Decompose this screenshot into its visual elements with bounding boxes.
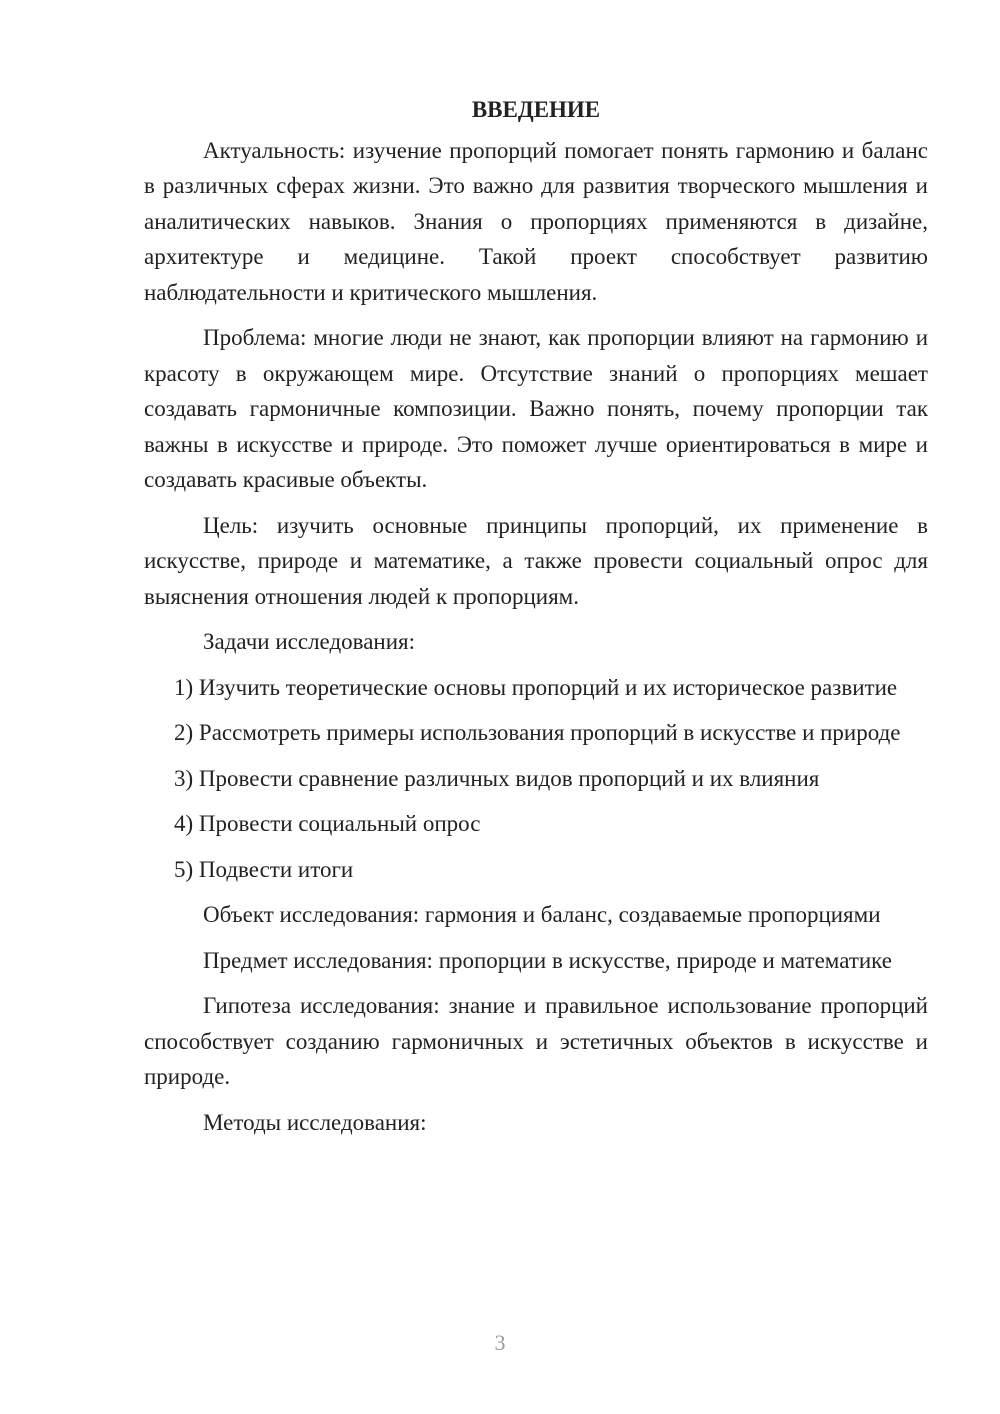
document-page <box>144 92 928 1150</box>
list-item-task-5: 5) Подвести итоги <box>174 856 354 882</box>
list-item-task-4: 4) Провести социальный опрос <box>174 811 481 836</box>
paragraph-object: Объект исследования: гармония и баланс, создаваемые пропорциями <box>203 902 881 927</box>
list-item-task-2: 2) Рассмотреть примеры использования пропорций в искусстве и природе <box>174 720 901 745</box>
tasks-heading: Задачи исследования: <box>203 629 416 654</box>
page-number: 3 <box>494 1330 506 1355</box>
paragraph-relevance: Актуальность: изучение пропорций помогает понять гармонию и баланс в различных сферах жизни. Это важно для развития творческого мышления и аналитических навыков. Знания о пропорциях применяются в дизайне, архитектуре и медицине. Такой проект способствует развитию наблюдательности и критического мышления. <box>144 137 928 305</box>
paragraph-problem: Проблема: многие люди не знают, как пропорции влияют на гармонию и красоту в окружающем мире. Отсутствие знаний о пропорциях мешает создавать гармоничные композиции. Важно понять, почему пропорции так важны в искусстве и природе. Это поможет лучше ориентироваться в мире и создавать красивые объекты. <box>144 325 928 492</box>
list-item-task-1: 1) Изучить теоретические основы пропорций и их историческое развитие <box>174 674 898 700</box>
page-title: ВВЕДЕНИЕ <box>471 97 601 122</box>
methods-heading: Методы исследования: <box>203 1109 427 1135</box>
paragraph-hypothesis: Гипотеза исследования: знание и правильное использование пропорций способствует созданию гармоничных и эстетичных объектов в искусстве и природе. <box>144 993 928 1089</box>
paragraph-subject: Предмет исследования: пропорции в искусстве, природе и математике <box>203 947 892 973</box>
list-item-task-3: 3) Провести сравнение различных видов пропорций и их влияния <box>174 765 820 791</box>
paragraph-goal: Цель: изучить основные принципы пропорций, их применение в искусстве, природе и математике, а также провести социальный опрос для выяснения отношения людей к пропорциям. <box>144 512 928 609</box>
